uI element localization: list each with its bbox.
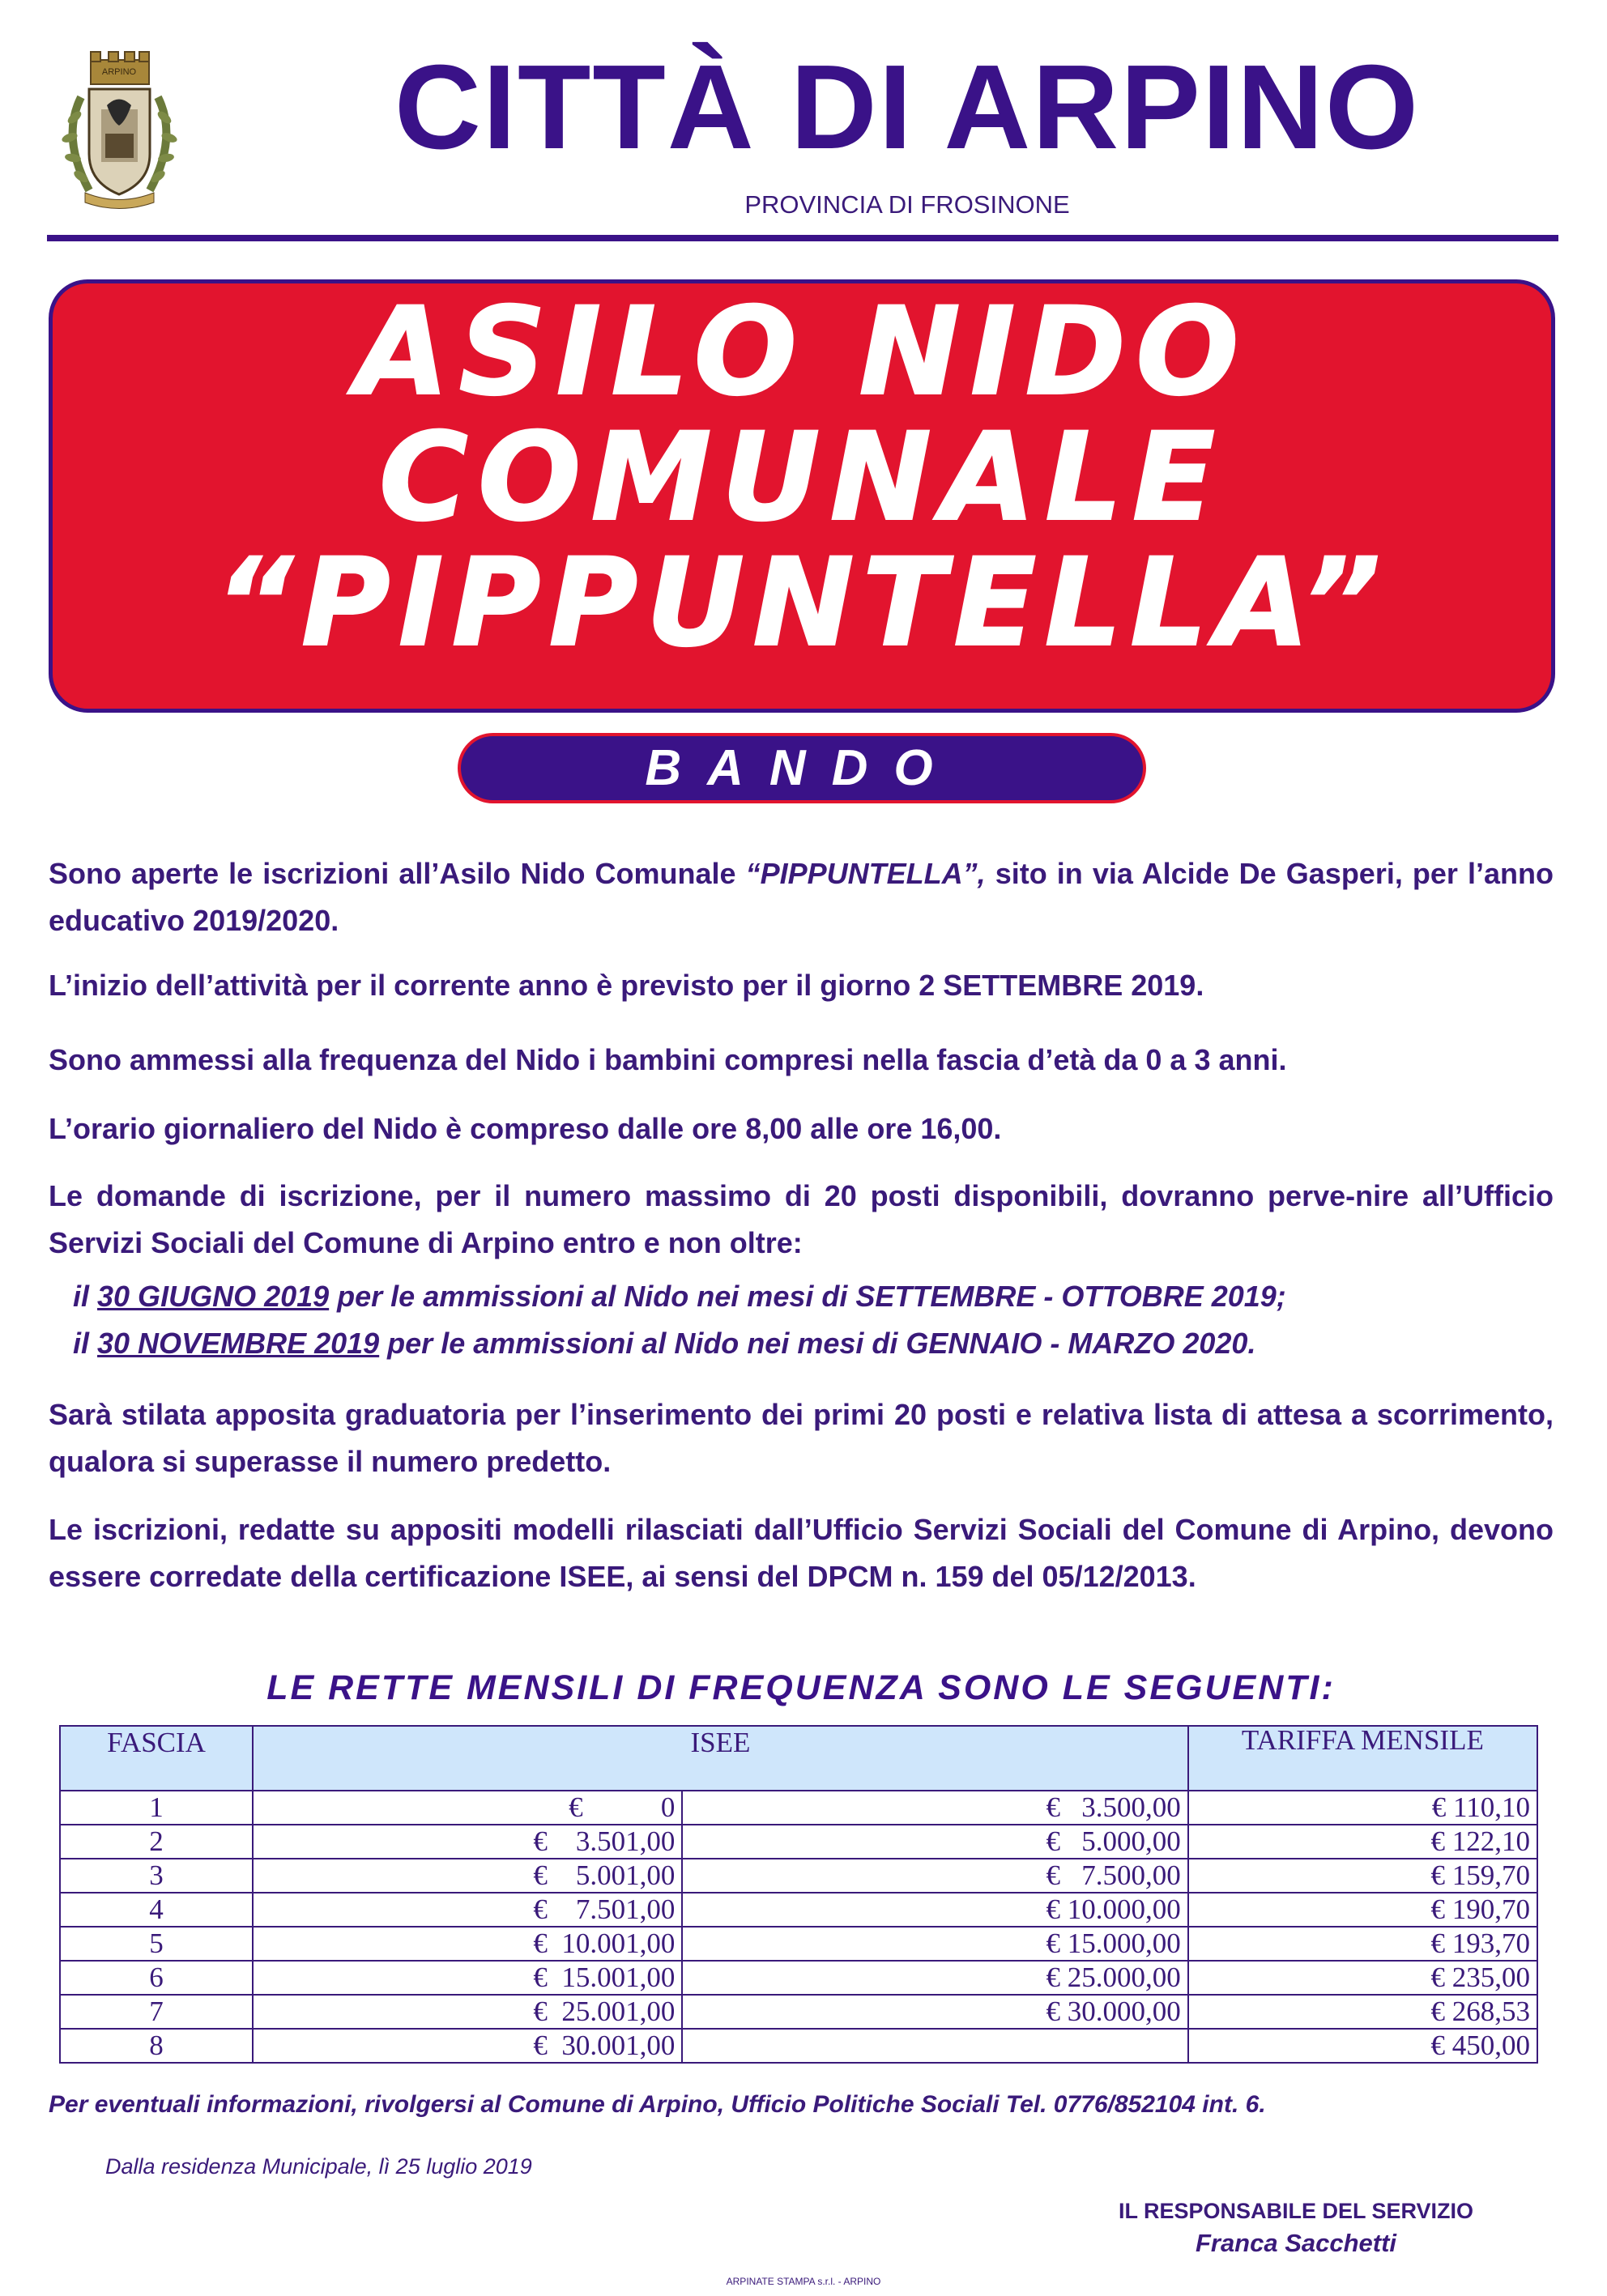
cell-isee-from: € 3.501,00 [253,1825,682,1859]
paragraph-start-date: L’inizio dell’attività per il corrente anno è previsto per il giorno 2 SETTEMBRE 2019. [49,969,1204,1002]
deadline-1-prefix: il [73,1280,98,1313]
deadline-item-1 [73,1273,1555,1320]
cell-fascia: 5 [60,1927,253,1961]
cell-fascia: 4 [60,1893,253,1927]
table-row [60,1859,1537,1893]
table-row [60,1791,1537,1825]
cell-tariffa: € 450,00 [1188,2029,1537,2063]
cell-isee-to: € 15.000,00 [682,1927,1187,1961]
cell-isee-from: € 7.501,00 [253,1893,682,1927]
banner-line-pippuntella: “PIPPUNTELLA” [215,533,1389,674]
table-header-row [60,1726,1537,1791]
cell-isee-from: € 5.001,00 [253,1859,682,1893]
cell-isee-to [682,2029,1187,2063]
table-row [60,2029,1537,2063]
header-tariffa: TARIFFA MENSILE [1188,1726,1537,1791]
cell-fascia: 7 [60,1995,253,2029]
header-isee: ISEE [253,1726,1188,1791]
cell-tariffa: € 235,00 [1188,1961,1537,1995]
table-row [60,1927,1537,1961]
city-crest-emblem [57,49,182,211]
cell-isee-to: € 7.500,00 [682,1859,1187,1893]
cell-isee-from: € 15.001,00 [253,1961,682,1995]
cell-fascia: 1 [60,1791,253,1825]
p1-text-name: “PIPPUNTELLA”, [745,857,986,890]
cell-tariffa: € 159,70 [1188,1859,1537,1893]
paragraph-hours: L’orario giornaliero del Nido è compreso dalle ore 8,00 alle ore 16,00. [49,1112,1002,1145]
paragraph-enrollment-open [49,850,1554,944]
cell-isee-from: € 0 [253,1791,682,1825]
table-row [60,1825,1537,1859]
table-row [60,1961,1537,1995]
p1-text-a: Sono aperte le iscrizioni all’Asilo Nido Comunale [49,857,746,890]
deadline-2-text: per le ammissioni al Nido nei mesi di GENNAIO - MARZO 2020. [379,1327,1256,1360]
cell-fascia: 2 [60,1825,253,1859]
rates-title: LE RETTE MENSILI DI FREQUENZA SONO LE SEGUENTI: [266,1668,1336,1707]
header-divider [47,235,1558,241]
rates-table [59,1725,1538,2064]
cell-isee-to: € 5.000,00 [682,1825,1187,1859]
printer-credit: ARPINATE STAMPA s.r.l. - ARPINO [726,2276,881,2287]
cell-fascia: 6 [60,1961,253,1995]
table-row [60,1995,1537,2029]
cell-isee-to: € 10.000,00 [682,1893,1187,1927]
table-row [60,1893,1537,1927]
paragraph-ranking: Sarà stilata apposita graduatoria per l’inserimento dei primi 20 posti e relativa lista di attesa a scorrimento, qualora si superasse il numero predetto. [49,1398,1554,1478]
p1-text-c: sito in via Alcide De Gasperi, per l’anno educativo 2019/2020. [49,857,1554,937]
info-contact: Per eventuali informazioni, rivolgersi al Comune di Arpino, Ufficio Politiche Sociali Tel. 0776/852104 int. 6. [49,2091,1266,2118]
paragraph-age-range: Sono ammessi alla frequenza del Nido i bambini compresi nella fascia d’età da 0 a 3 anni. [49,1043,1287,1076]
header-fascia: FASCIA [60,1726,253,1791]
province-subtitle: PROVINCIA DI FROSINONE [744,190,1070,219]
cell-isee-from: € 25.001,00 [253,1995,682,2029]
signature-name: Franca Sacchetti [1195,2229,1397,2257]
cell-tariffa: € 193,70 [1188,1927,1537,1961]
deadline-2-prefix: il [73,1327,98,1360]
city-title: CITTÀ DI ARPINO [394,40,1421,174]
cell-isee-from: € 30.001,00 [253,2029,682,2063]
signature-role: IL RESPONSABILE DEL SERVIZIO [1118,2199,1474,2223]
cell-tariffa: € 122,10 [1188,1825,1537,1859]
cell-tariffa: € 190,70 [1188,1893,1537,1927]
cell-isee-to: € 30.000,00 [682,1995,1187,2029]
paragraph-isee-requirement: Le iscrizioni, redatte su appositi modelli rilasciati dall’Ufficio Servizi Sociali del Comune di Arpino, devono essere corredate della certificazione ISEE, ai sensi del DPCM n. 159 del 05/12/2013. [49,1513,1554,1593]
cell-isee-to: € 25.000,00 [682,1961,1187,1995]
cell-tariffa: € 268,53 [1188,1995,1537,2029]
cell-fascia: 3 [60,1859,253,1893]
deadline-item-2 [73,1320,1555,1367]
place-date: Dalla residenza Municipale, lì 25 luglio 2019 [105,2154,532,2179]
deadline-2-date: 30 NOVEMBRE 2019 [97,1327,380,1360]
crest-label: ARPINO [101,67,137,77]
cell-isee-to: € 3.500,00 [682,1791,1187,1825]
bando-label: BANDO [458,733,1146,803]
banner-line-comunale: COMUNALE [378,407,1225,548]
deadline-1-date: 30 GIUGNO 2019 [97,1280,330,1313]
cell-fascia: 8 [60,2029,253,2063]
deadline-1-text: per le ammissioni al Nido nei mesi di SETTEMBRE - OTTOBRE 2019; [329,1280,1286,1313]
cell-tariffa: € 110,10 [1188,1791,1537,1825]
rates-table-body [60,1791,1537,2063]
banner-line-asilo-nido: ASILO NIDO [355,282,1249,423]
cell-isee-from: € 10.001,00 [253,1927,682,1961]
paragraph-application-deadline: Le domande di iscrizione, per il numero massimo di 20 posti disponibili, dovranno perve-nire all’Ufficio Servizi Sociali del Comune di Arpino entro e non oltre: [49,1179,1554,1259]
